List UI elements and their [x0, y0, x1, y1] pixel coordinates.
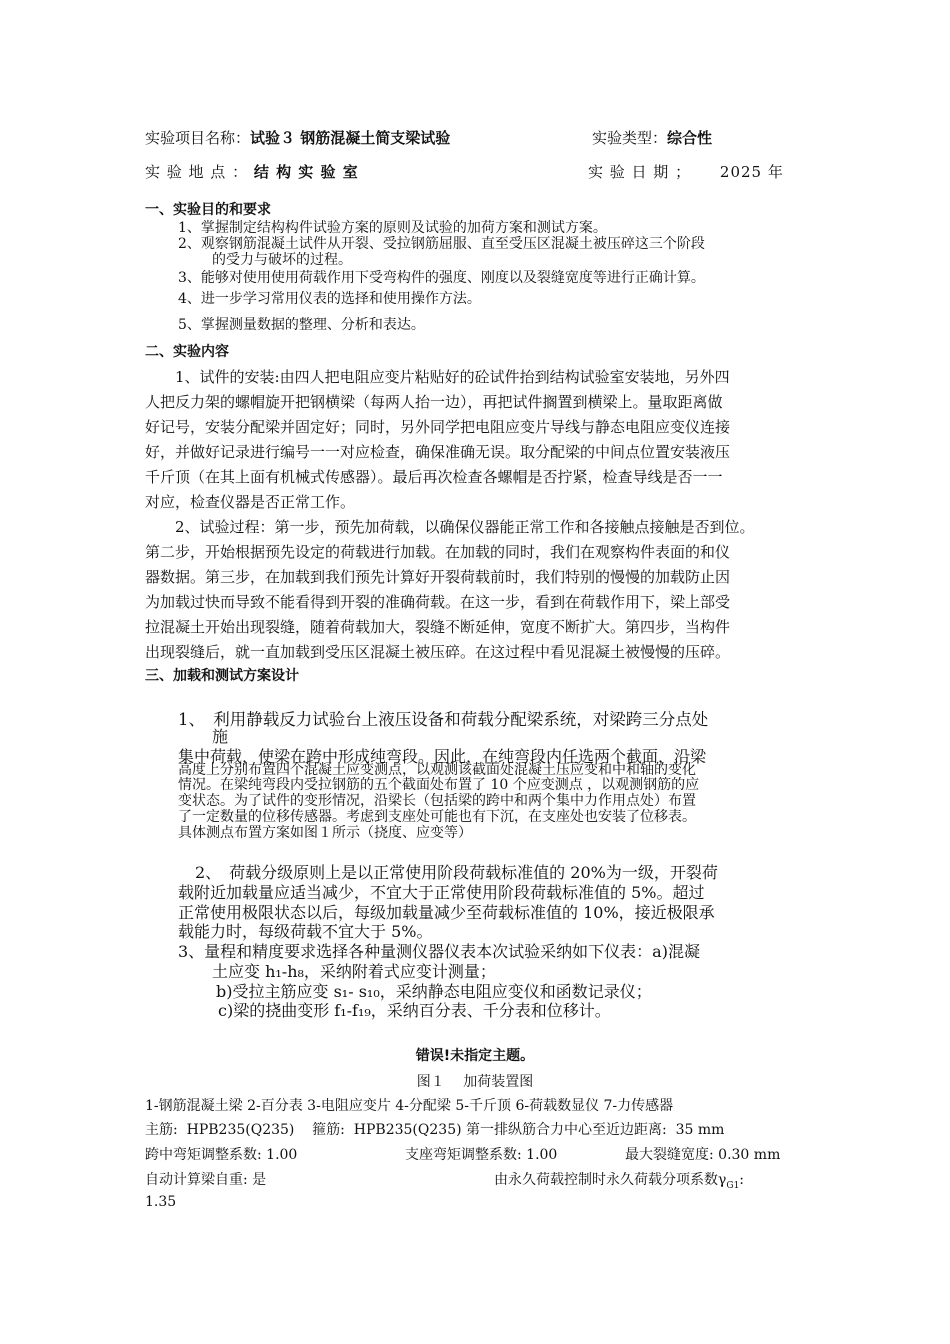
params-max-crack-width: 最大裂缝宽度: 0.30 mm	[625, 1147, 781, 1163]
date-value: 2025 年	[719, 163, 784, 181]
process-line-5: 拉混凝土开始出现裂缝，随着荷载加大，裂缝不断延伸，宽度不断扩大。第四步，当构件	[145, 618, 731, 636]
installation-line-2: 人把反力架的螺帽旋开把钢横梁（每两人抬一边），再把试件搁置到横梁上。量取距离做	[145, 393, 723, 411]
process-line-1: 2、试验过程：第一步，预先加荷载，以确保仪器能正常工作和各接触点接触是否到位。	[175, 518, 755, 536]
scheme-item-2-line-4: 载能力时，每级荷载不宜大于 5%。	[178, 922, 433, 941]
project-name-value: 试验３ 钢筋混凝土简支梁试验	[250, 129, 451, 147]
experiment-type-value: 综合性	[667, 129, 713, 147]
objective-item-2: 2、观察钢筋混凝土试件从开裂、受拉钢筋屈服、直至受压区混凝土被压碎这三个阶段	[178, 236, 705, 252]
scheme-item-3-line-3: b)受拉主筋应变 s₁- s₁₀，采纳静态电阻应变仪和函数记录仪；	[216, 982, 652, 1001]
objective-item-3: 3、能够对使用使用荷载作用下受弯构件的强度、刚度以及裂缝宽度等进行正确计算。	[178, 270, 705, 286]
project-name-label: 实验项目名称：	[145, 129, 251, 147]
objective-item-2-cont: 的受力与破坏的过程。	[212, 252, 352, 268]
objective-item-1: 1、掌握制定结构构件试验方案的原则及试验的加荷方案和测试方案。	[178, 220, 607, 236]
params-support-coef: 支座弯矩调整系数: 1.00	[405, 1147, 558, 1163]
location-label: 实 验 地 点 ：	[145, 163, 249, 181]
date-label: 实 验 日 期 ；	[588, 163, 692, 181]
process-line-2: 第二步，开始根据预先设定的荷载进行加载。在加载的同时，我们在观察构件表面的和仪	[145, 543, 731, 561]
location-row	[145, 161, 359, 182]
scheme-item-1-detail-5: 具体测点布置方案如图１所示（挠度、应变等）	[178, 825, 472, 841]
params-permanent-load-factor	[494, 1169, 744, 1191]
params-row-1: 主筋: HPB235(Q235) 箍筋: HPB235(Q235) 第一排纵筋合力中心至近边距离: 35 mm	[145, 1122, 725, 1138]
params-permanent-load-factor-colon: :	[739, 1172, 745, 1188]
installation-line-5: 千斤顶（在其上面有机械式传感器）。最后再次检查各螺帽是否拧紧，检查导线是否一一	[145, 468, 723, 486]
experiment-type-row	[592, 127, 712, 148]
installation-line-6: 对应，检查仪器是否正常工作。	[145, 493, 356, 511]
scheme-item-1-line-3: 集中荷载，使梁在跨中形成纯弯段。因此，在纯弯段内任选两个截面，沿梁	[178, 747, 707, 766]
process-line-3: 器数据。第三步，在加载到我们预先计算好开裂荷载前时，我们特别的慢慢的加载防止因	[145, 568, 731, 586]
scheme-item-1-detail-2: 情况。在梁纯弯段内受拉钢筋的五个截面处布置了 10 个应变测点 ，以观测钢筋的应	[178, 777, 700, 793]
process-line-6: 出现裂缝后，就一直加载到受压区混凝土被压碎。在这过程中看见混凝土被慢慢的压碎。	[145, 643, 731, 661]
figure-error-text: 错误!未指定主题。	[415, 1048, 535, 1064]
figure-caption: 图１ 加荷装置图	[416, 1074, 534, 1090]
installation-line-3: 好记号，安装分配梁并固定好；同时，另外同学把电阻应变片导线与静态电阻应变仪连接	[145, 418, 731, 436]
scheme-item-3-line-4: c)梁的挠曲变形 f₁-f₁₉，采纳百分表、千分表和位移计。	[218, 1001, 611, 1020]
objective-item-5: 5、掌握测量数据的整理、分析和表达。	[178, 317, 425, 333]
installation-line-1: 1、试件的安装:由四人把电阻应变片粘贴好的砼试件抬到结构试验室安装地，另外四	[175, 368, 730, 386]
project-name-row	[145, 127, 450, 148]
date-row	[588, 161, 784, 182]
scheme-item-1-line-1: 1、 利用静载反力试验台上液压设备和荷载分配梁系统，对梁跨三分点处	[178, 710, 709, 729]
scheme-item-1-detail-3: 变状态。为了试件的变形情况，沿梁长（包括梁的跨中和两个集中力作用点处）布置	[178, 793, 696, 809]
params-self-weight: 自动计算梁自重: 是	[145, 1172, 267, 1188]
process-line-4: 为加载过快而导致不能看得到开裂的准确荷载。在这一步，看到在荷载作用下，梁上部受	[145, 593, 731, 611]
installation-line-4: 好，并做好记录进行编号一一对应检查，确保准确无误。取分配梁的中间点位置安装液压	[145, 443, 731, 461]
section1-title: 一、实验目的和要求	[145, 202, 271, 218]
scheme-item-1-detail-4: 了一定数量的位移传感器。考虑到支座处可能也有下沉，在支座处也安装了位移表。	[178, 809, 696, 825]
figure-legend: 1-钢筋混凝土梁 2-百分表 3-电阻应变片 4-分配梁 5-千斤顶 6-荷载数显仪 7-力传感器	[145, 1098, 674, 1114]
scheme-item-1-line-2: 施	[212, 727, 229, 746]
objective-item-4: 4、进一步学习常用仪表的选择和使用操作方法。	[178, 291, 481, 307]
scheme-item-2-line-1: 2、 荷载分级原则上是以正常使用阶段荷载标准值的 20%为一级，开裂荷	[195, 863, 718, 882]
section3-title: 三、加载和测试方案设计	[145, 668, 299, 684]
params-permanent-load-factor-sub: G1	[726, 1180, 740, 1191]
experiment-type-label: 实验类型：	[592, 129, 668, 147]
params-permanent-load-factor-value: 1.35	[145, 1194, 177, 1210]
section2-title: 二、实验内容	[145, 344, 229, 360]
params-permanent-load-factor-label: 由永久荷载控制时永久荷载分项系数γ	[494, 1172, 727, 1188]
params-midspan-coef: 跨中弯矩调整系数: 1.00	[145, 1147, 298, 1163]
scheme-item-2-line-2: 载附近加载量应适当减少，不宜大于正常使用阶段荷载标准值的 5%。超过	[178, 883, 705, 902]
location-value: 结 构 实 验 室	[253, 163, 359, 181]
scheme-item-2-line-3: 正常使用极限状态以后，每级加载量减少至荷载标准值的 10%，接近极限承	[178, 903, 715, 922]
scheme-item-3-line-1: 3、量程和精度要求选择各种量测仪器仪表本次试验采纳如下仪表：a)混凝	[178, 942, 700, 961]
scheme-item-3-line-2: 土应变 h₁-h₈，采纳附着式应变计测量；	[212, 962, 496, 981]
scheme-item-1-detail-1: 高度上分别布置四个混凝土应变测点，以观测该截面处混凝土压应变和中和轴的变化	[178, 762, 696, 778]
